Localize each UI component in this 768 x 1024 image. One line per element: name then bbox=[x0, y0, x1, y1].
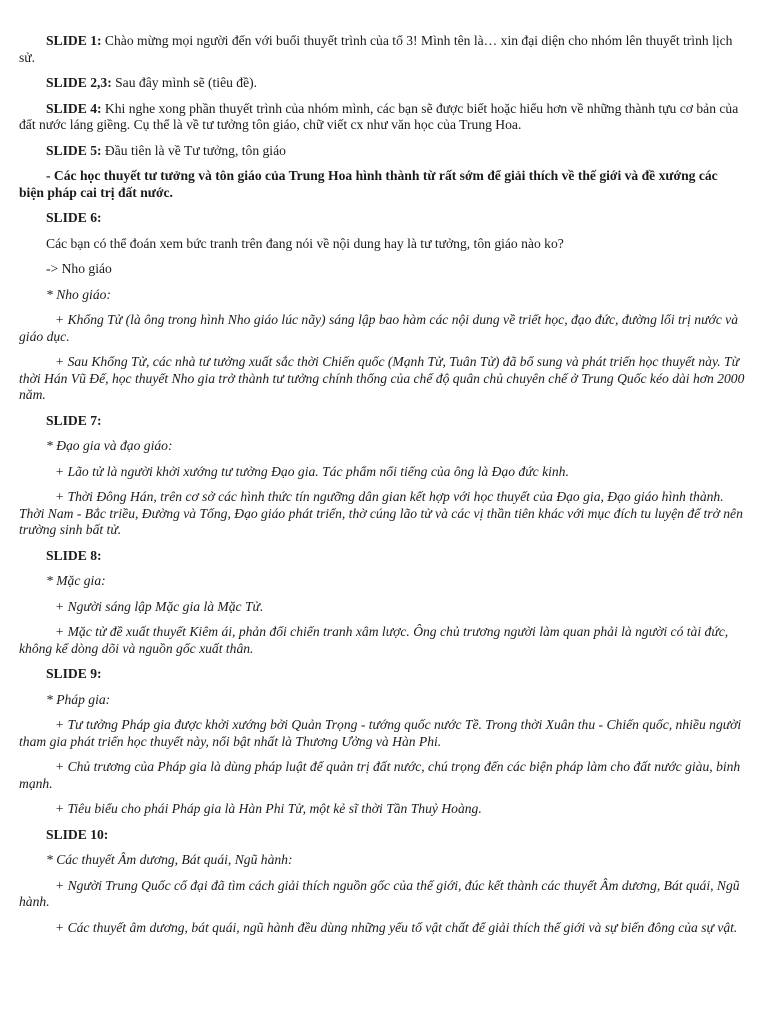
paragraph-answer bbox=[19, 261, 746, 278]
bullet-item bbox=[19, 801, 746, 818]
paragraph-text: * Nho giáo: bbox=[46, 286, 111, 302]
slide-label: SLIDE 5: bbox=[46, 142, 102, 158]
paragraph-text: + Người sáng lập Mặc gia là Mặc Tử. bbox=[55, 598, 264, 614]
paragraph-slide-1 bbox=[19, 33, 746, 66]
bullet-item bbox=[19, 489, 746, 539]
bullet-item bbox=[19, 599, 746, 616]
paragraph-text: Chào mừng mọi người đến với buổi thuyết trình của tổ 3! Mình tên là… xin đại diện cho nhóm lên thuyết trình lịch sử. bbox=[19, 33, 733, 65]
paragraph-slide-7-heading bbox=[19, 413, 746, 430]
bullet-item bbox=[19, 878, 746, 911]
paragraph-text: Đầu tiên là về Tư tưởng, tôn giáo bbox=[101, 142, 286, 158]
bullet-item bbox=[19, 464, 746, 481]
paragraph-text: + Tư tưởng Pháp gia được khởi xướng bởi Quản Trọng - tướng quốc nước Tề. Trong thời Xuân thu - Chiến quốc, nhiều người tham gia phát triển học thuyết này, nổi bật nhất là Thương Ưởng và Hàn Phi. bbox=[19, 717, 742, 749]
section-heading-phap-gia bbox=[19, 692, 746, 709]
paragraph-text: * Pháp gia: bbox=[46, 691, 111, 707]
section-heading-mac-gia bbox=[19, 573, 746, 590]
paragraph-slide-2-3 bbox=[19, 75, 746, 92]
section-heading-dao-gia bbox=[19, 438, 746, 455]
paragraph-text: + Sau Khổng Tử, các nhà tư tưởng xuất sắc thời Chiến quốc (Mạnh Tử, Tuân Tử) đã bổ sung và phát triển học thuyết này. Từ thời Hán Vũ Đế, học thuyết Nho gia trở thành tư tưởng chính thống của chế độ quân chủ chuyên chế ở Trung Quốc kéo dài hơn 2000 năm. bbox=[19, 354, 745, 402]
paragraph-text: * Mặc gia: bbox=[46, 573, 106, 588]
section-heading-nho-giao bbox=[19, 287, 746, 304]
paragraph-text: Các bạn có thể đoán xem bức tranh trên đang nói về nội dung hay là tư tưởng, tôn giáo nào ko? bbox=[46, 235, 564, 251]
paragraph-text: + Khổng Tử (là ông trong hình Nho giáo lúc nãy) sáng lập bao hàm các nội dung về triết học, đạo đức, đường lối trị nước và giáo dục. bbox=[19, 312, 738, 344]
paragraph-text: + Tiêu biểu cho phái Pháp gia là Hàn Phi Tử, một kẻ sĩ thời Tần Thuỷ Hoàng. bbox=[55, 801, 482, 816]
paragraph-text: * Các thuyết Âm dương, Bát quái, Ngũ hành: bbox=[46, 852, 293, 867]
paragraph-slide-5 bbox=[19, 143, 746, 160]
slide-label: SLIDE 6: bbox=[46, 210, 102, 225]
paragraph-bold-summary bbox=[19, 168, 746, 201]
paragraph-text: + Mặc tử đề xuất thuyết Kiêm ái, phản đối chiến tranh xâm lược. Ông chủ trương người làm quan phải là người có tài đức, không kể dòng dõi và nguồn gốc xuất thân. bbox=[19, 624, 729, 656]
slide-label: SLIDE 2,3: bbox=[46, 75, 112, 90]
slide-label: SLIDE 1: bbox=[46, 33, 102, 48]
slide-label: SLIDE 8: bbox=[46, 547, 102, 563]
paragraph-slide-6-heading bbox=[19, 210, 746, 227]
bullet-item bbox=[19, 354, 746, 404]
bullet-item bbox=[19, 312, 746, 345]
slide-label: SLIDE 7: bbox=[46, 412, 102, 428]
paragraph-slide-8-heading bbox=[19, 548, 746, 565]
paragraph-text: - Các học thuyết tư tưởng và tôn giáo của Trung Hoa hình thành từ rất sớm để giải thích về thế giới và đề xướng các biện pháp cai trị đất nước. bbox=[19, 168, 718, 200]
paragraph-text: + Lão tử là người khởi xướng tư tưởng Đạo gia. Tác phẩm nổi tiếng của ông là Đạo đức kinh. bbox=[55, 463, 569, 479]
slide-label: SLIDE 9: bbox=[46, 666, 102, 681]
paragraph-text: Sau đây mình sẽ (tiêu đề). bbox=[111, 75, 258, 90]
slide-label: SLIDE 4: bbox=[46, 100, 102, 116]
paragraph-text: Khi nghe xong phần thuyết trình của nhóm mình, các bạn sẽ được biết hoặc hiểu hơn về những thành tựu cơ bản của đất nước láng giềng. Cụ thể là về tư tưởng tôn giáo, chữ viết cx như văn học của Trung Hoa. bbox=[19, 100, 739, 132]
paragraph-question bbox=[19, 236, 746, 253]
bullet-item bbox=[19, 717, 746, 750]
paragraph-slide-9-heading bbox=[19, 666, 746, 683]
paragraph-text: + Người Trung Quốc cổ đại đã tìm cách giải thích nguồn gốc của thế giới, đúc kết thành các thuyết Âm dương, Bát quái, Ngũ hành. bbox=[19, 877, 740, 909]
paragraph-text: + Thời Đông Hán, trên cơ sở các hình thức tín ngưỡng dân gian kết hợp với học thuyết của Đạo gia, Đạo giáo hình thành. Thời Nam - Bắc triều, Đường và Tống, Đạo giáo phát triển, thờ cúng lão tử và các vị thần tiên khác với mục đích tu luyện để trở nên trường sinh bất tử. bbox=[19, 489, 743, 537]
paragraph-slide-10-heading bbox=[19, 827, 746, 844]
bullet-item bbox=[19, 759, 746, 792]
paragraph-text: -> Nho giáo bbox=[46, 261, 112, 276]
paragraph-text: + Chủ trương của Pháp gia là dùng pháp luật để quản trị đất nước, chú trọng đến các biện pháp làm cho đất nước giàu, binh mạnh. bbox=[19, 759, 741, 791]
bullet-item bbox=[19, 920, 746, 937]
paragraph-text: * Đạo gia và đạo giáo: bbox=[46, 438, 173, 453]
bullet-item bbox=[19, 624, 746, 657]
paragraph-text: + Các thuyết âm dương, bát quái, ngũ hành đều dùng những yếu tố vật chất để giải thích thế giới và sự biến đông của sự vật. bbox=[55, 919, 738, 935]
slide-label: SLIDE 10: bbox=[46, 826, 109, 842]
paragraph-slide-4 bbox=[19, 101, 746, 134]
section-heading-am-duong bbox=[19, 852, 746, 869]
